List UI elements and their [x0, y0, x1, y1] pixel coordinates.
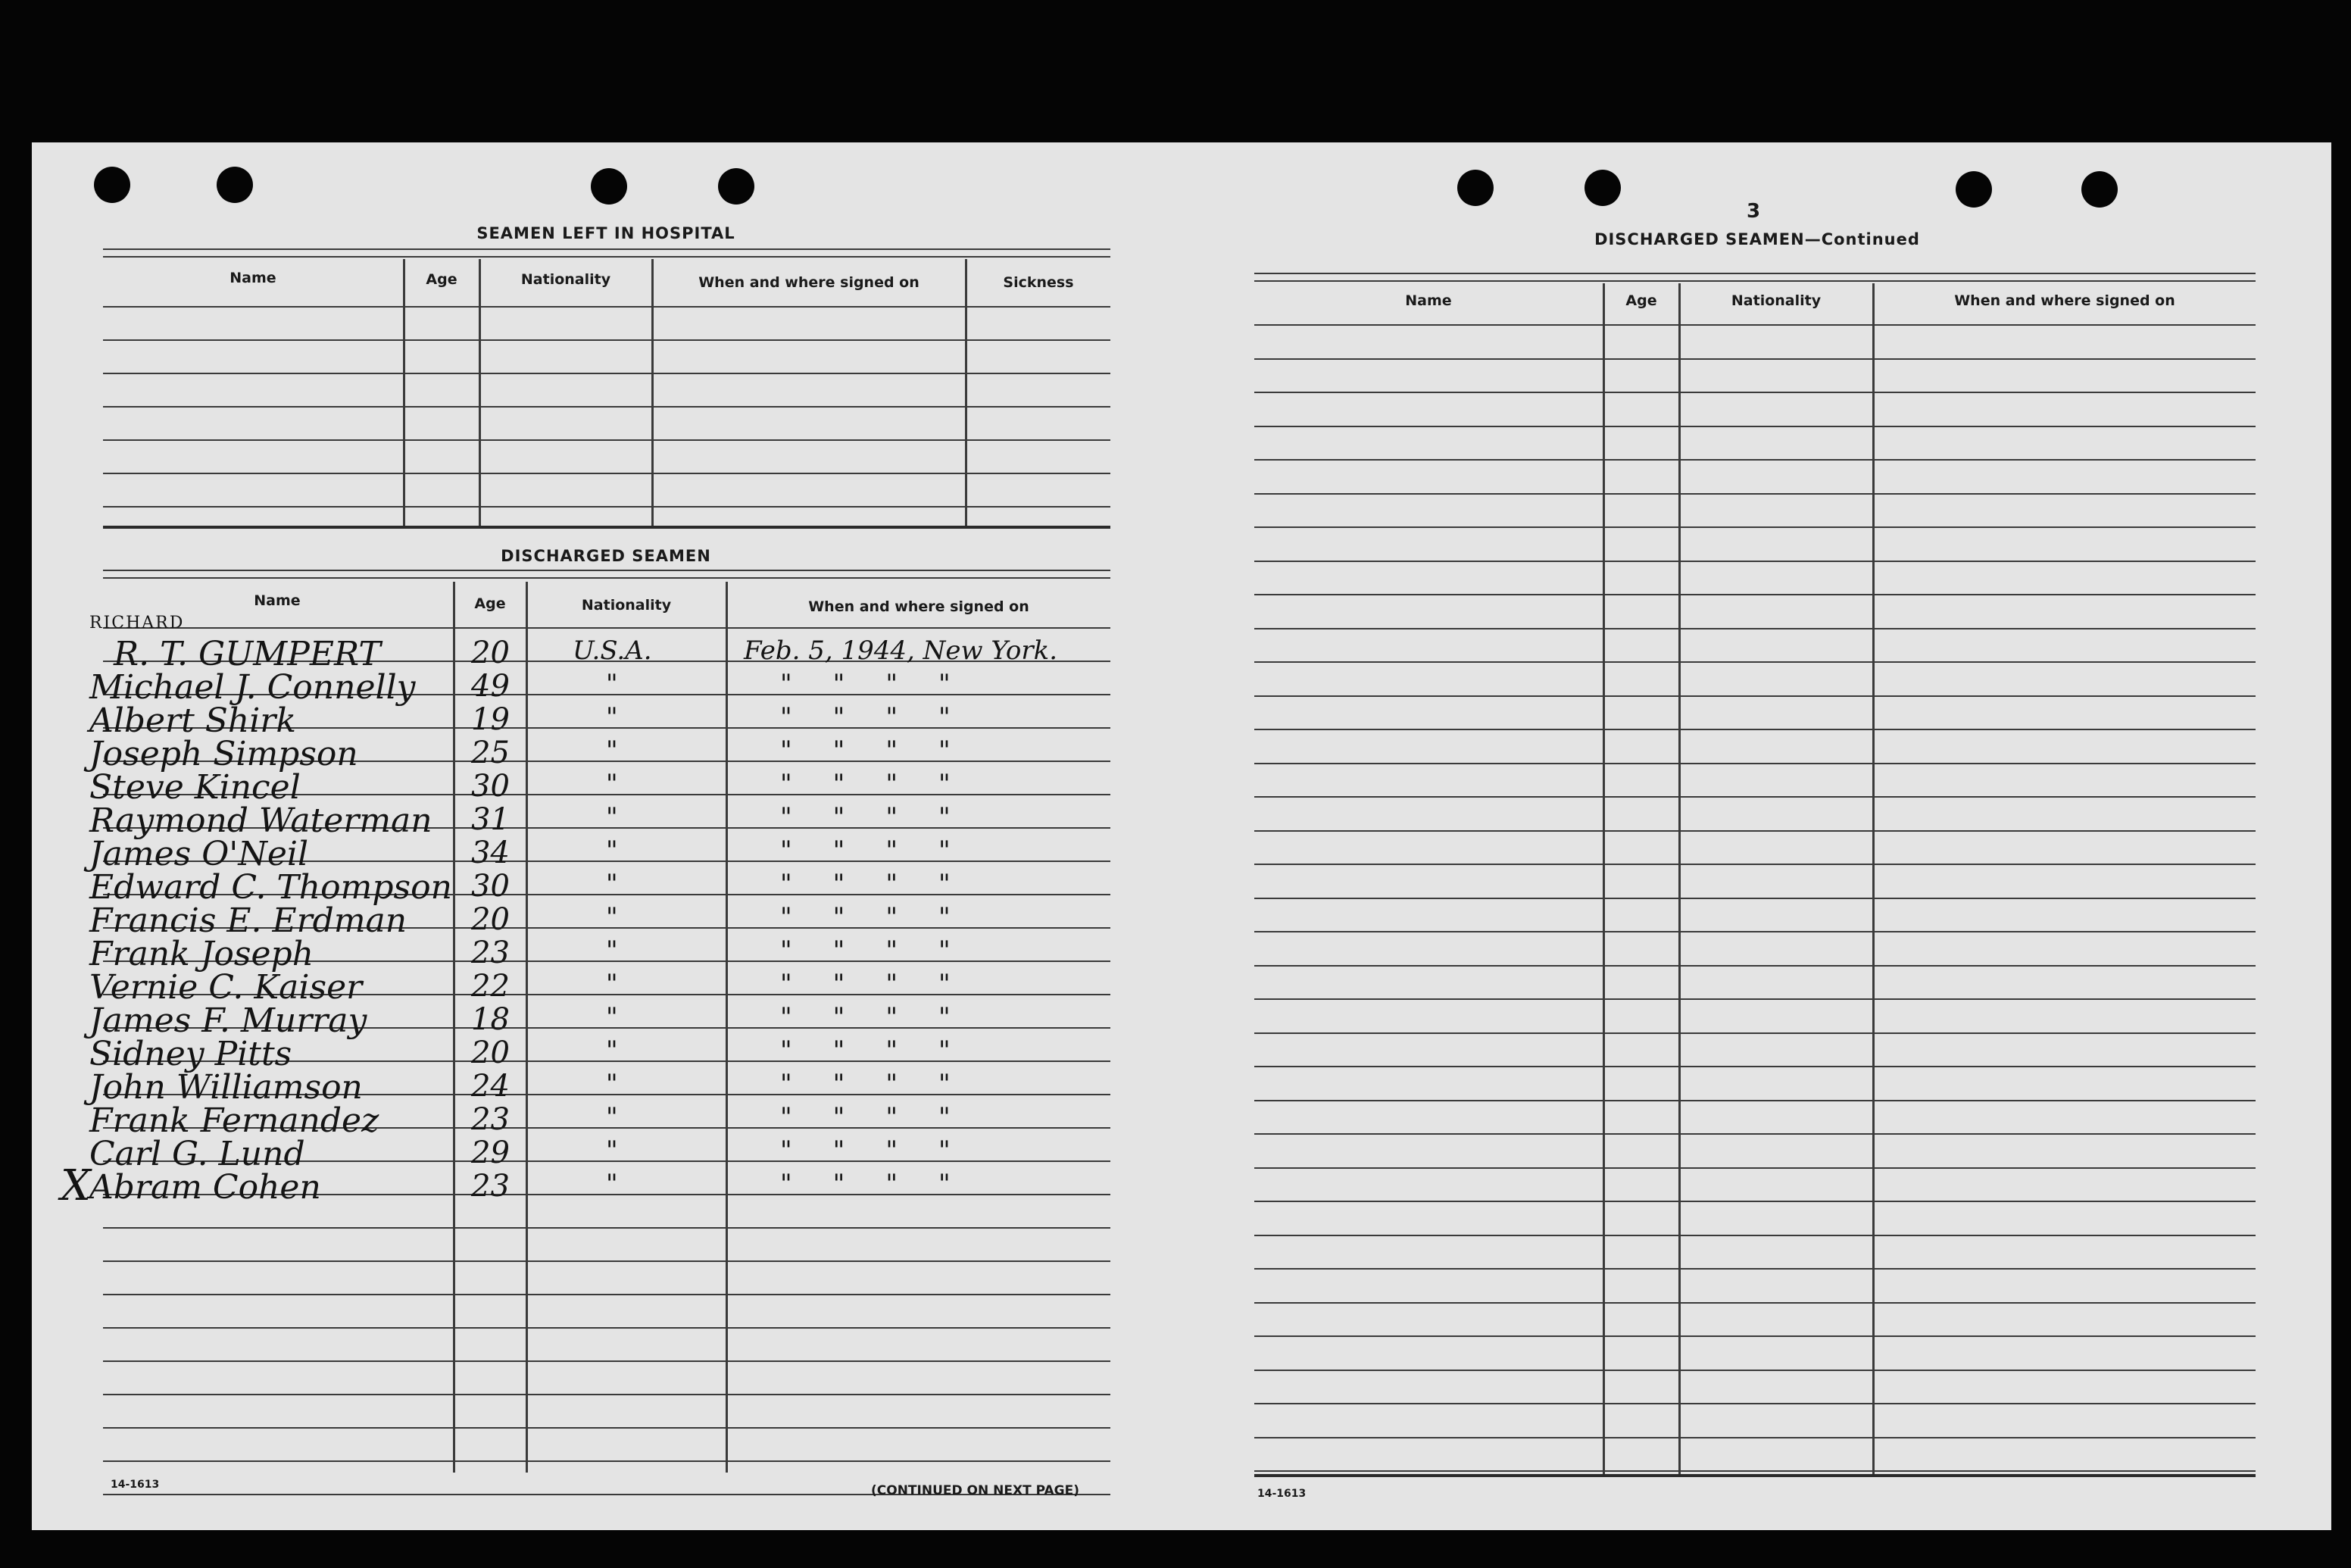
seaman-age: 29 [471, 1135, 510, 1170]
discharged-row-line [103, 1460, 1110, 1462]
seaman-nationality: " [606, 1102, 618, 1132]
discharged-section-title: DISCHARGED SEAMEN [501, 547, 711, 565]
seaman-nationality: " [606, 902, 618, 932]
right-row-line [1254, 1437, 2256, 1438]
right-top-rule [1254, 273, 2256, 274]
right-row-line [1254, 965, 2256, 967]
right-col-name: Name [1405, 292, 1452, 309]
right-row-line [1254, 898, 2256, 899]
seaman-age: 23 [471, 1102, 510, 1137]
seaman-signed-on: " " " " [780, 1035, 951, 1066]
right-row-line [1254, 931, 2256, 932]
seaman-signed-on: " " " " [780, 1069, 951, 1099]
seaman-signed-on: " " " " [780, 1002, 951, 1032]
seaman-signed-on: " " " " [780, 1102, 951, 1132]
right-row-line [1254, 1235, 2256, 1236]
punch-hole [217, 167, 253, 203]
discharged-row-line [103, 1427, 1110, 1429]
discharged-continued-title: DISCHARGED SEAMEN—Continued [1594, 230, 1920, 248]
right-row-line [1254, 796, 2256, 798]
hospital-col-divider [403, 259, 405, 526]
right-row-line [1254, 1133, 2256, 1135]
right-row-line [1254, 426, 2256, 427]
seaman-signed-on: " " " " [780, 769, 951, 799]
seaman-nationality: " [606, 1002, 618, 1032]
hospital-row-line [103, 306, 1110, 308]
punch-hole [2081, 171, 2118, 208]
right-col-signed-on: When and where signed on [1954, 292, 2175, 309]
seaman-age: 24 [471, 1069, 510, 1104]
punch-hole [591, 168, 627, 205]
punch-hole [1457, 170, 1494, 206]
discharged-col-nationality: Nationality [581, 597, 672, 614]
discharged-row-line [103, 1394, 1110, 1395]
seaman-name: Vernie C. Kaiser [89, 968, 363, 1007]
seaman-signed-on: " " " " [780, 1169, 951, 1199]
hospital-section-title: SEAMEN LEFT IN HOSPITAL [476, 224, 735, 242]
seaman-nationality: " [606, 1069, 618, 1099]
punch-hole [94, 167, 130, 203]
hospital-col-name: Name [229, 270, 276, 286]
punch-hole [1585, 170, 1621, 206]
seaman-age: 34 [471, 836, 510, 870]
seaman-signed-on: " " " " [780, 1135, 951, 1166]
discharged-col-age: Age [474, 595, 506, 612]
hospital-bottom-rule [103, 526, 1110, 529]
seaman-name: Frank Joseph [89, 935, 314, 973]
right-col-age: Age [1625, 292, 1657, 309]
seaman-signed-on: " " " " [780, 836, 951, 866]
right-row-line [1254, 1370, 2256, 1371]
name-note: RICHARD [89, 614, 185, 633]
right-row-line [1254, 493, 2256, 495]
seaman-name: Raymond Waterman [89, 801, 432, 840]
right-row-line [1254, 763, 2256, 764]
right-row-line [1254, 1167, 2256, 1169]
seaman-name: James F. Murray [89, 1001, 367, 1040]
seaman-name: Albert Shirk [89, 701, 297, 740]
hospital-row-line [103, 373, 1110, 374]
form-number-right: 14-1613 [1257, 1488, 1307, 1500]
hospital-col-nationality: Nationality [520, 271, 611, 288]
right-row-line [1254, 1302, 2256, 1304]
right-col-divider [1603, 283, 1605, 1474]
seaman-name: Sidney Pitts [89, 1035, 292, 1073]
seaman-nationality: " [606, 1169, 618, 1199]
punch-hole [1956, 171, 1992, 208]
seaman-name: James O'Neil [89, 835, 309, 873]
seaman-nationality: " [606, 802, 618, 832]
hospital-col-signed-on: When and where signed on [698, 274, 919, 291]
seaman-signed-on: " " " " [780, 702, 951, 732]
discharged-row-line [103, 1227, 1110, 1229]
seaman-signed-on: " " " " [780, 969, 951, 999]
seaman-nationality: " [606, 935, 618, 966]
hospital-row-line [103, 339, 1110, 341]
hospital-top-rule [103, 248, 1110, 250]
hospital-row-line [103, 506, 1110, 508]
right-row-line [1254, 358, 2256, 360]
right-row-line [1254, 1268, 2256, 1270]
hospital-col-divider [965, 259, 967, 526]
discharged-row-line [103, 1260, 1110, 1262]
hospital-row-line [103, 406, 1110, 408]
seaman-name: Abram Cohen [89, 1168, 321, 1207]
discharged-row-line [103, 627, 1110, 629]
seaman-nationality: " [606, 1035, 618, 1066]
right-row-line [1254, 324, 2256, 326]
right-col-divider [1872, 283, 1875, 1474]
right-row-line [1254, 729, 2256, 730]
seaman-nationality: " [606, 869, 618, 899]
seaman-nationality: " [606, 969, 618, 999]
discharged-row-line [103, 1294, 1110, 1295]
seaman-age: 20 [471, 1035, 510, 1070]
seaman-name: Michael J. Connelly [89, 668, 416, 707]
seaman-nationality: " [606, 736, 618, 766]
page-number: 3 [1747, 200, 1761, 223]
seaman-name: Steve Kincel [89, 768, 301, 807]
seaman-signed-on: " " " " [780, 902, 951, 932]
seaman-name: Francis E. Erdman [89, 901, 407, 940]
form-number-left: 14-1613 [111, 1479, 160, 1491]
right-row-line [1254, 661, 2256, 663]
seaman-age: 19 [471, 702, 510, 737]
right-row-line [1254, 998, 2256, 1000]
seaman-age: 23 [471, 935, 510, 970]
seaman-age: 30 [471, 769, 510, 804]
seaman-age: 22 [471, 969, 510, 1004]
hospital-col-divider [651, 259, 654, 526]
discharged-col-name: Name [254, 592, 301, 609]
right-row-line [1254, 561, 2256, 562]
discharged-row-line [103, 1327, 1110, 1329]
seaman-signed-on: " " " " [780, 935, 951, 966]
seaman-age: 30 [471, 869, 510, 904]
hospital-col-sickness: Sickness [1003, 274, 1074, 291]
seaman-age: 20 [471, 902, 510, 937]
right-top-rule-2 [1254, 280, 2256, 282]
right-row-line [1254, 594, 2256, 595]
hospital-row-line [103, 473, 1110, 474]
seaman-name: Edward C. Thompson [89, 868, 452, 907]
seaman-age: 25 [471, 736, 510, 770]
right-row-line [1254, 628, 2256, 629]
right-row-line [1254, 695, 2256, 697]
right-bottom-rule [1254, 1474, 2256, 1477]
seaman-nationality: " [606, 1135, 618, 1166]
right-row-line [1254, 1470, 2256, 1472]
seaman-name: Frank Fernandez [89, 1101, 379, 1140]
seaman-signed-on: " " " " [780, 869, 951, 899]
seaman-name: John Williamson [89, 1068, 363, 1107]
seaman-signed-on: Feb. 5, 1944, New York. [744, 636, 1058, 666]
right-row-line [1254, 526, 2256, 528]
seaman-age: 49 [471, 669, 510, 704]
hospital-col-age: Age [426, 271, 457, 288]
continued-note: (CONTINUED ON NEXT PAGE) [871, 1483, 1079, 1498]
seaman-age: 31 [471, 802, 510, 837]
seaman-nationality: " [606, 769, 618, 799]
discharged-top-rule [103, 570, 1110, 571]
cross-mark: X [61, 1161, 91, 1210]
seaman-name: R. T. GUMPERT [114, 635, 381, 673]
right-row-line [1254, 830, 2256, 832]
seaman-signed-on: " " " " [780, 802, 951, 832]
hospital-col-divider [479, 259, 481, 526]
discharged-col-signed-on: When and where signed on [808, 598, 1029, 615]
seaman-nationality: " [606, 669, 618, 699]
right-row-line [1254, 1201, 2256, 1202]
hospital-top-rule-2 [103, 256, 1110, 258]
seaman-nationality: " [606, 702, 618, 732]
seaman-age: 23 [471, 1169, 510, 1204]
right-row-line [1254, 1066, 2256, 1067]
seaman-signed-on: " " " " [780, 736, 951, 766]
seaman-age: 20 [471, 636, 510, 670]
seaman-age: 18 [471, 1002, 510, 1037]
right-row-line [1254, 1335, 2256, 1337]
discharged-row-line [103, 1360, 1110, 1362]
right-row-line [1254, 1032, 2256, 1034]
right-col-divider [1678, 283, 1681, 1474]
right-row-line [1254, 1403, 2256, 1404]
right-col-nationality: Nationality [1731, 292, 1822, 309]
punch-hole [718, 168, 754, 205]
seaman-nationality: " [606, 836, 618, 866]
discharged-top-rule-2 [103, 577, 1110, 579]
right-row-line [1254, 392, 2256, 393]
right-row-line [1254, 459, 2256, 461]
right-row-line [1254, 864, 2256, 865]
seaman-name: Carl G. Lund [89, 1135, 305, 1173]
hospital-row-line [103, 439, 1110, 441]
seaman-nationality: U.S.A. [573, 636, 652, 666]
seaman-name: Joseph Simpson [89, 735, 358, 773]
right-row-line [1254, 1100, 2256, 1101]
seaman-signed-on: " " " " [780, 669, 951, 699]
